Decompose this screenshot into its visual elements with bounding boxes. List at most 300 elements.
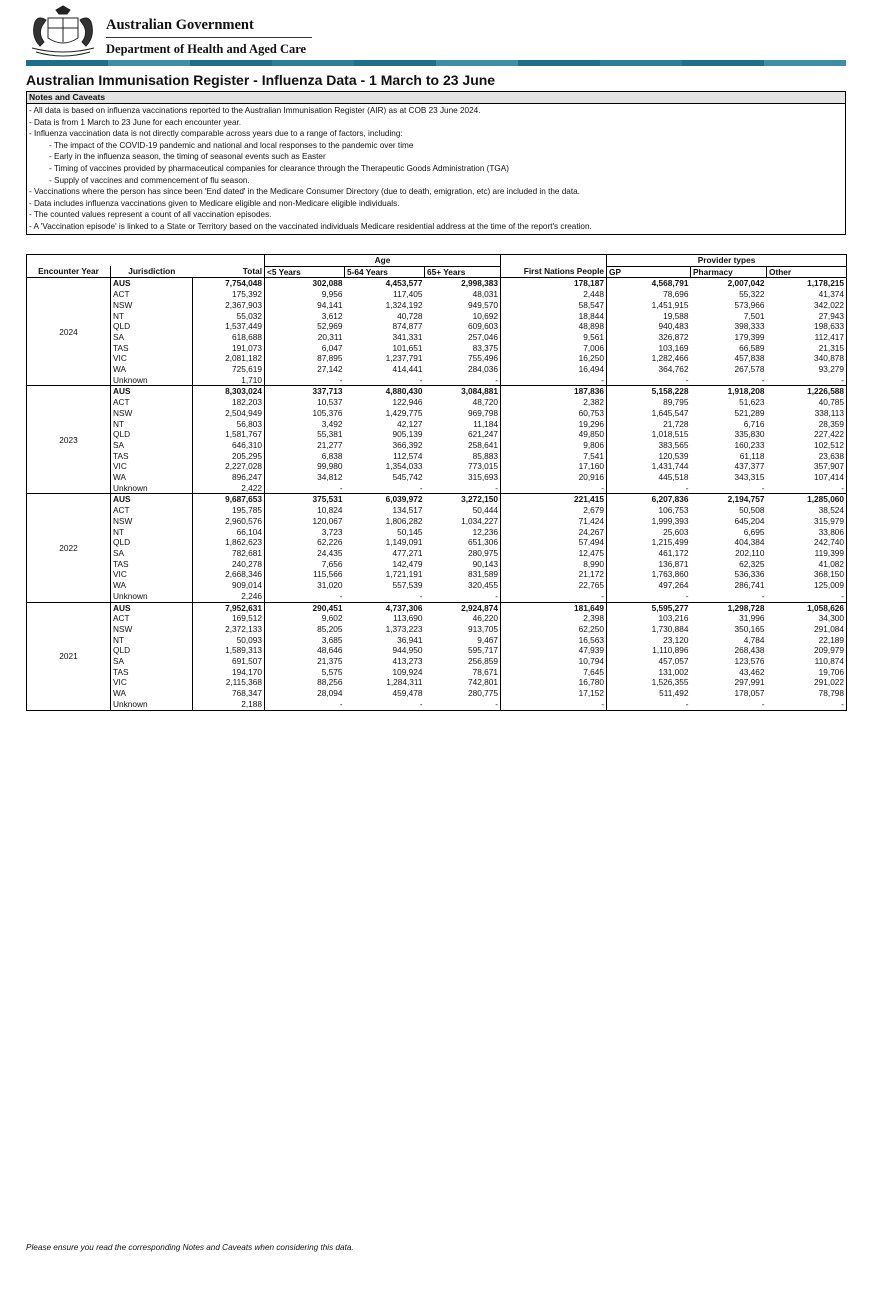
value-cell-gp: 120,539 xyxy=(658,450,689,461)
value-cell-total: 1,537,449 xyxy=(193,321,265,332)
value-cell-first-nations-people: 57,494 xyxy=(501,537,607,548)
value-cell-under-5-years: 3,685 xyxy=(321,634,343,645)
jurisdiction-cell: ACT xyxy=(111,613,193,624)
value-cell-65-plus-years: 315,693 xyxy=(425,472,501,483)
value-cell-first-nations-people: 21,172 xyxy=(501,569,607,580)
table-row xyxy=(27,527,847,538)
value-cell-5-64-years: 1,354,033 xyxy=(385,461,423,472)
table-row xyxy=(27,635,847,646)
color-bar-segment xyxy=(600,60,682,66)
value-cell-total: 1,710 xyxy=(193,375,265,386)
jurisdiction-cell: VIC xyxy=(111,461,193,472)
value-cell-pharmacy: 178,057 xyxy=(734,688,765,699)
jurisdiction-cell: TAS xyxy=(111,343,193,354)
jurisdiction-cell: QLD xyxy=(111,645,193,656)
value-cell-first-nations-people: - xyxy=(501,591,607,602)
value-cell-5-64-years: 1,284,311 xyxy=(386,677,423,688)
value-cell-65-plus-years: 609,603 xyxy=(425,321,501,332)
value-cell-gp: 1,730,884 xyxy=(651,623,689,634)
value-cell-gp: 940,483 xyxy=(658,321,689,332)
note-line: - Supply of vaccines and commencement of flu season. xyxy=(49,175,250,185)
value-cell-pharmacy: 6,716 xyxy=(743,418,765,429)
column-header-jurisdiction: Jurisdiction xyxy=(111,266,193,278)
value-cell-5-64-years: 4,880,430 xyxy=(345,386,425,397)
value-cell-total: 2,422 xyxy=(193,483,265,494)
table-row xyxy=(27,559,847,570)
table-row xyxy=(27,613,847,624)
color-bar-segment xyxy=(354,60,436,66)
value-cell-5-64-years: 1,721,191 xyxy=(385,569,423,580)
value-cell-pharmacy: - xyxy=(761,374,765,385)
value-cell-65-plus-years: 969,798 xyxy=(425,408,501,419)
table-row xyxy=(27,353,847,364)
value-cell-65-plus-years: 1,034,227 xyxy=(425,516,501,527)
coat-of-arms-icon xyxy=(26,4,100,60)
value-cell-under-5-years: 52,969 xyxy=(317,321,343,332)
value-cell-gp: 6,207,836 xyxy=(607,494,691,505)
table-row xyxy=(27,667,847,678)
value-cell-first-nations-people: 62,250 xyxy=(501,624,607,635)
value-cell-pharmacy: 55,322 xyxy=(739,289,765,300)
value-cell-gp: 1,999,393 xyxy=(651,515,689,526)
value-cell-pharmacy: 160,233 xyxy=(734,439,765,450)
jurisdiction-cell: NT xyxy=(111,419,193,430)
value-cell-under-5-years: 9,602 xyxy=(321,613,343,624)
value-cell-pharmacy: 521,289 xyxy=(734,407,765,418)
value-cell-total: 175,392 xyxy=(193,289,265,300)
value-cell-5-64-years: 1,237,791 xyxy=(385,353,423,364)
value-cell-gp: 89,795 xyxy=(663,397,689,408)
table-row xyxy=(27,289,847,300)
value-cell-65-plus-years: 256,859 xyxy=(425,656,501,667)
value-cell-other: 368,150 xyxy=(767,569,847,580)
jurisdiction-cell: WA xyxy=(111,688,193,699)
value-cell-total: 56,803 xyxy=(193,419,265,430)
value-cell-other: 23,638 xyxy=(767,451,847,462)
value-cell-65-plus-years: 3,084,881 xyxy=(425,386,501,397)
value-cell-65-plus-years: 595,717 xyxy=(425,645,501,656)
table-row xyxy=(27,332,847,343)
jurisdiction-cell: TAS xyxy=(111,667,193,678)
value-cell-other: - xyxy=(767,699,847,710)
value-cell-pharmacy: - xyxy=(761,590,765,601)
value-cell-first-nations-people: 24,267 xyxy=(501,527,607,538)
value-cell-other: 291,084 xyxy=(767,624,847,635)
table-row xyxy=(27,591,847,602)
value-cell-first-nations-people: 71,424 xyxy=(501,516,607,527)
value-cell-5-64-years: - xyxy=(345,699,425,710)
jurisdiction-cell: AUS xyxy=(111,278,193,289)
value-cell-5-64-years: - xyxy=(419,482,423,493)
value-cell-gp: 1,110,896 xyxy=(652,645,689,656)
table-row xyxy=(27,472,847,483)
value-cell-other: 19,706 xyxy=(767,667,847,678)
value-cell-gp: 1,763,860 xyxy=(651,569,689,580)
table-row xyxy=(27,397,847,408)
value-cell-total: 9,687,653 xyxy=(193,494,265,505)
value-cell-pharmacy: 1,918,208 xyxy=(691,386,767,397)
value-cell-pharmacy: 437,377 xyxy=(734,461,765,472)
value-cell-total: 691,507 xyxy=(193,656,265,667)
value-cell-under-5-years: 21,375 xyxy=(317,656,343,667)
value-cell-65-plus-years: 48,720 xyxy=(425,397,501,408)
value-cell-first-nations-people: 16,563 xyxy=(501,635,607,646)
value-cell-other: 227,422 xyxy=(767,429,847,440)
value-cell-other: 27,943 xyxy=(767,311,847,322)
value-cell-gp: 457,057 xyxy=(658,656,689,667)
value-cell-gp: 497,264 xyxy=(658,580,689,591)
value-cell-under-5-years: 94,141 xyxy=(317,299,343,310)
value-cell-pharmacy: 335,830 xyxy=(734,429,765,440)
value-cell-other: 357,907 xyxy=(767,461,847,472)
value-cell-under-5-years: 88,256 xyxy=(317,677,343,688)
value-cell-under-5-years: 48,646 xyxy=(317,645,343,656)
table-row xyxy=(27,364,847,375)
value-cell-other: 342,022 xyxy=(767,300,847,311)
jurisdiction-cell: WA xyxy=(111,472,193,483)
value-cell-first-nations-people: 49,850 xyxy=(501,429,607,440)
value-cell-other: - xyxy=(767,375,847,386)
table-row xyxy=(27,537,847,548)
value-cell-gp: 364,762 xyxy=(658,364,689,375)
color-bar-segment xyxy=(190,60,272,66)
group-header-row xyxy=(27,255,847,267)
value-cell-other: - xyxy=(767,591,847,602)
value-cell-first-nations-people: 48,898 xyxy=(501,321,607,332)
note-line: - Data is from 1 March to 23 June for each encounter year. xyxy=(29,117,242,127)
value-cell-under-5-years: - xyxy=(265,699,345,710)
value-cell-5-64-years: 142,479 xyxy=(392,558,423,569)
value-cell-pharmacy: 62,325 xyxy=(739,558,765,569)
value-cell-65-plus-years: 280,975 xyxy=(425,548,501,559)
value-cell-pharmacy: 645,204 xyxy=(734,515,765,526)
value-cell-total: 182,203 xyxy=(193,397,265,408)
value-cell-under-5-years: 120,067 xyxy=(312,515,343,526)
jurisdiction-cell: AUS xyxy=(111,602,193,613)
value-cell-gp: 1,215,499 xyxy=(651,537,689,548)
table-row xyxy=(27,419,847,430)
value-cell-under-5-years: 3,612 xyxy=(321,310,343,321)
value-cell-5-64-years: 459,478 xyxy=(392,688,423,699)
value-cell-5-64-years: 36,941 xyxy=(397,634,423,645)
value-cell-5-64-years: 42,127 xyxy=(397,418,423,429)
table-row xyxy=(27,461,847,472)
value-cell-5-64-years: 4,737,306 xyxy=(345,602,425,613)
value-cell-under-5-years: 5,575 xyxy=(321,666,343,677)
value-cell-gp: 1,526,355 xyxy=(651,677,689,688)
color-bar-segment xyxy=(518,60,600,66)
value-cell-first-nations-people: 12,475 xyxy=(501,548,607,559)
jurisdiction-cell: QLD xyxy=(111,537,193,548)
jurisdiction-cell: WA xyxy=(111,364,193,375)
jurisdiction-cell: SA xyxy=(111,332,193,343)
jurisdiction-cell: VIC xyxy=(111,569,193,580)
column-header-first-nations-people: First Nations People xyxy=(501,266,607,278)
value-cell-total: 909,014 xyxy=(193,580,265,591)
value-cell-5-64-years: 1,149,091 xyxy=(385,537,423,548)
value-cell-under-5-years: 28,094 xyxy=(317,688,343,699)
value-cell-65-plus-years: 831,589 xyxy=(425,569,501,580)
value-cell-total: 55,032 xyxy=(193,311,265,322)
government-name: Australian Government xyxy=(106,17,254,33)
jurisdiction-cell: ACT xyxy=(111,289,193,300)
jurisdiction-cell: QLD xyxy=(111,429,193,440)
column-header-65-plus-years: 65+ Years xyxy=(425,266,501,278)
value-cell-other: 1,178,215 xyxy=(767,278,847,289)
page-title: Australian Immunisation Register - Influenza Data - 1 March to 23 June xyxy=(26,72,496,88)
table-row xyxy=(27,516,847,527)
value-cell-pharmacy: 267,578 xyxy=(734,364,765,375)
value-cell-under-5-years: 375,531 xyxy=(265,494,345,505)
value-cell-first-nations-people: 8,990 xyxy=(501,559,607,570)
jurisdiction-cell: NT xyxy=(111,635,193,646)
value-cell-5-64-years: 545,742 xyxy=(392,472,423,483)
value-cell-65-plus-years: 773,015 xyxy=(425,461,501,472)
value-cell-65-plus-years: 3,272,150 xyxy=(425,494,501,505)
note-line: - Data includes influenza vaccinations given to Medicare eligible and non-Medicare eligible individuals. xyxy=(29,198,400,208)
value-cell-5-64-years: 905,139 xyxy=(392,429,423,440)
value-cell-total: 240,278 xyxy=(193,559,265,570)
jurisdiction-cell: NT xyxy=(111,311,193,322)
value-cell-pharmacy: 7,501 xyxy=(743,310,765,321)
table-row xyxy=(27,300,847,311)
value-cell-total: 646,310 xyxy=(193,440,265,451)
value-cell-gp: 383,565 xyxy=(658,439,689,450)
value-cell-other: 110,874 xyxy=(767,656,847,667)
value-cell-total: 191,073 xyxy=(193,343,265,354)
jurisdiction-cell: NSW xyxy=(111,408,193,419)
note-line: - A 'Vaccination episode' is linked to a State or Territory based on the vaccinated individuals Medicare residential address at the time of the report's creation. xyxy=(29,221,592,231)
value-cell-other: 119,399 xyxy=(767,548,847,559)
value-cell-other: 28,359 xyxy=(767,419,847,430)
value-cell-under-5-years: 290,451 xyxy=(265,602,345,613)
jurisdiction-cell: NSW xyxy=(111,300,193,311)
value-cell-gp: 103,216 xyxy=(658,613,689,624)
value-cell-total: 2,246 xyxy=(193,591,265,602)
value-cell-65-plus-years: 2,998,383 xyxy=(425,278,501,289)
jurisdiction-cell: VIC xyxy=(111,353,193,364)
value-cell-total: 2,227,028 xyxy=(193,461,265,472)
value-cell-65-plus-years: 755,496 xyxy=(425,353,501,364)
department-name: Department of Health and Aged Care xyxy=(106,42,307,56)
value-cell-first-nations-people: 7,645 xyxy=(501,667,607,678)
value-cell-under-5-years: 10,537 xyxy=(317,397,343,408)
value-cell-5-64-years: 113,690 xyxy=(393,613,423,624)
value-cell-gp: 103,169 xyxy=(658,342,689,353)
value-cell-under-5-years: 20,311 xyxy=(317,331,343,342)
value-cell-65-plus-years: - xyxy=(425,483,501,494)
value-cell-first-nations-people: 2,382 xyxy=(501,397,607,408)
value-cell-5-64-years: - xyxy=(419,374,423,385)
column-header-row xyxy=(27,266,847,278)
table-row xyxy=(27,343,847,354)
value-cell-pharmacy: 179,399 xyxy=(734,331,765,342)
value-cell-65-plus-years: 46,220 xyxy=(425,613,501,624)
value-cell-other: 291,022 xyxy=(767,677,847,688)
value-cell-65-plus-years: 257,046 xyxy=(425,332,501,343)
value-cell-5-64-years: 414,441 xyxy=(392,364,423,375)
value-cell-first-nations-people: 2,448 xyxy=(501,289,607,300)
table-row xyxy=(27,677,847,688)
jurisdiction-cell: ACT xyxy=(111,505,193,516)
value-cell-5-64-years: 4,453,577 xyxy=(345,278,425,289)
value-cell-5-64-years: 413,273 xyxy=(392,656,423,667)
value-cell-first-nations-people: 17,152 xyxy=(501,688,607,699)
value-cell-total: 2,081,182 xyxy=(193,353,265,364)
value-cell-total: 205,295 xyxy=(193,451,265,462)
value-cell-total: 169,512 xyxy=(193,613,265,624)
jurisdiction-cell: ACT xyxy=(111,397,193,408)
value-cell-65-plus-years: 280,775 xyxy=(425,688,501,699)
value-cell-pharmacy: 398,333 xyxy=(734,321,765,332)
value-cell-other: 93,279 xyxy=(767,364,847,375)
value-cell-other: 21,315 xyxy=(767,343,847,354)
value-cell-pharmacy: 31,996 xyxy=(739,613,765,624)
value-cell-pharmacy: 43,462 xyxy=(739,666,765,677)
value-cell-5-64-years: 40,728 xyxy=(397,310,423,321)
note-line: - Timing of vaccines provided by pharmaceutical companies for clearance through the Therapeutic Goods Administration (TGA) xyxy=(49,163,509,173)
value-cell-gp: - xyxy=(685,590,689,601)
value-cell-gp: 136,871 xyxy=(658,558,689,569)
value-cell-under-5-years: 105,376 xyxy=(312,407,343,418)
note-line: - The counted values represent a count of all vaccination episodes. xyxy=(29,210,272,220)
value-cell-total: 896,247 xyxy=(193,472,265,483)
value-cell-5-64-years: 944,950 xyxy=(392,645,423,656)
value-cell-5-64-years: 1,429,775 xyxy=(385,407,423,418)
color-bar-segment xyxy=(436,60,518,66)
value-cell-pharmacy: 268,438 xyxy=(734,645,765,656)
value-cell-other: 41,082 xyxy=(767,559,847,570)
value-cell-pharmacy: 286,741 xyxy=(734,580,765,591)
table-row xyxy=(27,483,847,494)
value-cell-gp: 5,158,228 xyxy=(607,386,691,397)
value-cell-other: 41,374 xyxy=(767,289,847,300)
value-cell-other: 112,417 xyxy=(767,332,847,343)
notes-body xyxy=(27,104,845,234)
value-cell-first-nations-people: 181,649 xyxy=(501,602,607,613)
value-cell-under-5-years: 3,492 xyxy=(321,418,343,429)
value-cell-5-64-years: 109,924 xyxy=(392,666,423,677)
value-cell-65-plus-years: 83,375 xyxy=(425,343,501,354)
value-cell-5-64-years: 1,324,192 xyxy=(385,299,423,310)
jurisdiction-cell: QLD xyxy=(111,321,193,332)
value-cell-pharmacy: 50,508 xyxy=(739,505,765,516)
value-cell-pharmacy: 4,784 xyxy=(743,634,765,645)
value-cell-65-plus-years: 48,031 xyxy=(425,289,501,300)
table-row xyxy=(27,624,847,635)
value-cell-pharmacy: 2,194,757 xyxy=(691,494,767,505)
table-row xyxy=(27,645,847,656)
value-cell-under-5-years: 62,226 xyxy=(317,537,343,548)
value-cell-gp: 326,872 xyxy=(658,331,689,342)
value-cell-under-5-years: 3,723 xyxy=(321,526,343,537)
value-cell-65-plus-years: 284,036 xyxy=(425,364,501,375)
value-cell-other: 107,414 xyxy=(767,472,847,483)
empty-header xyxy=(27,255,111,267)
color-bar-segment xyxy=(272,60,354,66)
value-cell-65-plus-years: 78,671 xyxy=(425,667,501,678)
value-cell-65-plus-years: 651,306 xyxy=(425,537,501,548)
value-cell-first-nations-people: 20,916 xyxy=(501,472,607,483)
value-cell-5-64-years: 122,946 xyxy=(392,397,423,408)
value-cell-pharmacy: 123,576 xyxy=(734,656,765,667)
value-cell-total: 618,688 xyxy=(193,332,265,343)
table-row xyxy=(27,321,847,332)
table-row xyxy=(27,580,847,591)
value-cell-other: 125,009 xyxy=(767,580,847,591)
note-line: - All data is based on influenza vaccinations reported to the Australian Immunisation Register (AIR) as at COB 23 June 2024. xyxy=(29,106,481,115)
value-cell-pharmacy: 2,007,042 xyxy=(691,278,767,289)
value-cell-65-plus-years: 320,455 xyxy=(425,580,501,591)
value-cell-5-64-years: 134,517 xyxy=(392,505,423,516)
value-cell-pharmacy: - xyxy=(761,482,765,493)
value-cell-gp: 19,588 xyxy=(663,310,689,321)
value-cell-65-plus-years: 85,883 xyxy=(425,451,501,462)
value-cell-total: 8,303,024 xyxy=(193,386,265,397)
jurisdiction-cell: WA xyxy=(111,580,193,591)
value-cell-gp: 106,753 xyxy=(658,505,689,516)
value-cell-other: 1,285,060 xyxy=(767,494,847,505)
value-cell-65-plus-years: - xyxy=(425,375,501,386)
value-cell-other: 38,524 xyxy=(767,505,847,516)
influenza-data-table xyxy=(26,254,847,711)
value-cell-first-nations-people: - xyxy=(501,375,607,386)
color-bar-segment xyxy=(108,60,190,66)
note-line: - Early in the influenza season, the timing of seasonal events such as Easter xyxy=(49,152,326,162)
encounter-year-cell: 2024 xyxy=(27,278,111,386)
value-cell-first-nations-people: 22,765 xyxy=(501,580,607,591)
value-cell-gp: 1,282,466 xyxy=(651,353,689,364)
value-cell-65-plus-years: 742,801 xyxy=(425,677,501,688)
table-row xyxy=(27,386,847,397)
value-cell-other: 40,785 xyxy=(767,397,847,408)
jurisdiction-cell: AUS xyxy=(111,386,193,397)
value-cell-under-5-years: 21,277 xyxy=(317,439,343,450)
value-cell-other: 22,189 xyxy=(767,635,847,646)
value-cell-total: 725,619 xyxy=(193,364,265,375)
value-cell-first-nations-people: 47,939 xyxy=(501,645,607,656)
note-line: - The impact of the COVID-19 pandemic and national and local responses to the pandemic over time xyxy=(49,140,414,150)
value-cell-65-plus-years: 2,924,874 xyxy=(425,602,501,613)
encounter-year-cell: 2023 xyxy=(27,386,111,494)
value-cell-other: 198,633 xyxy=(767,321,847,332)
value-cell-other: 33,806 xyxy=(767,527,847,538)
value-cell-first-nations-people: 9,806 xyxy=(501,440,607,451)
value-cell-pharmacy: 536,336 xyxy=(734,569,765,580)
jurisdiction-cell: AUS xyxy=(111,494,193,505)
value-cell-first-nations-people: 16,780 xyxy=(501,677,607,688)
header-color-bar xyxy=(26,60,846,66)
value-cell-other: 315,979 xyxy=(767,516,847,527)
value-cell-total: 1,581,767 xyxy=(193,429,265,440)
value-cell-other: 340,878 xyxy=(767,353,847,364)
value-cell-gp: - xyxy=(685,374,689,385)
jurisdiction-cell: NSW xyxy=(111,516,193,527)
value-cell-gp: 78,696 xyxy=(663,289,689,300)
value-cell-pharmacy: - xyxy=(691,699,767,710)
table-row xyxy=(27,656,847,667)
table-row xyxy=(27,688,847,699)
value-cell-5-64-years: 557,539 xyxy=(392,580,423,591)
color-bar-segment xyxy=(682,60,764,66)
value-cell-first-nations-people: - xyxy=(501,483,607,494)
value-cell-other: 1,058,626 xyxy=(767,602,847,613)
jurisdiction-cell: SA xyxy=(111,548,193,559)
value-cell-total: 194,170 xyxy=(193,667,265,678)
value-cell-other: 338,113 xyxy=(767,408,847,419)
value-cell-gp: 511,492 xyxy=(659,688,689,699)
value-cell-5-64-years: 112,574 xyxy=(393,450,423,461)
